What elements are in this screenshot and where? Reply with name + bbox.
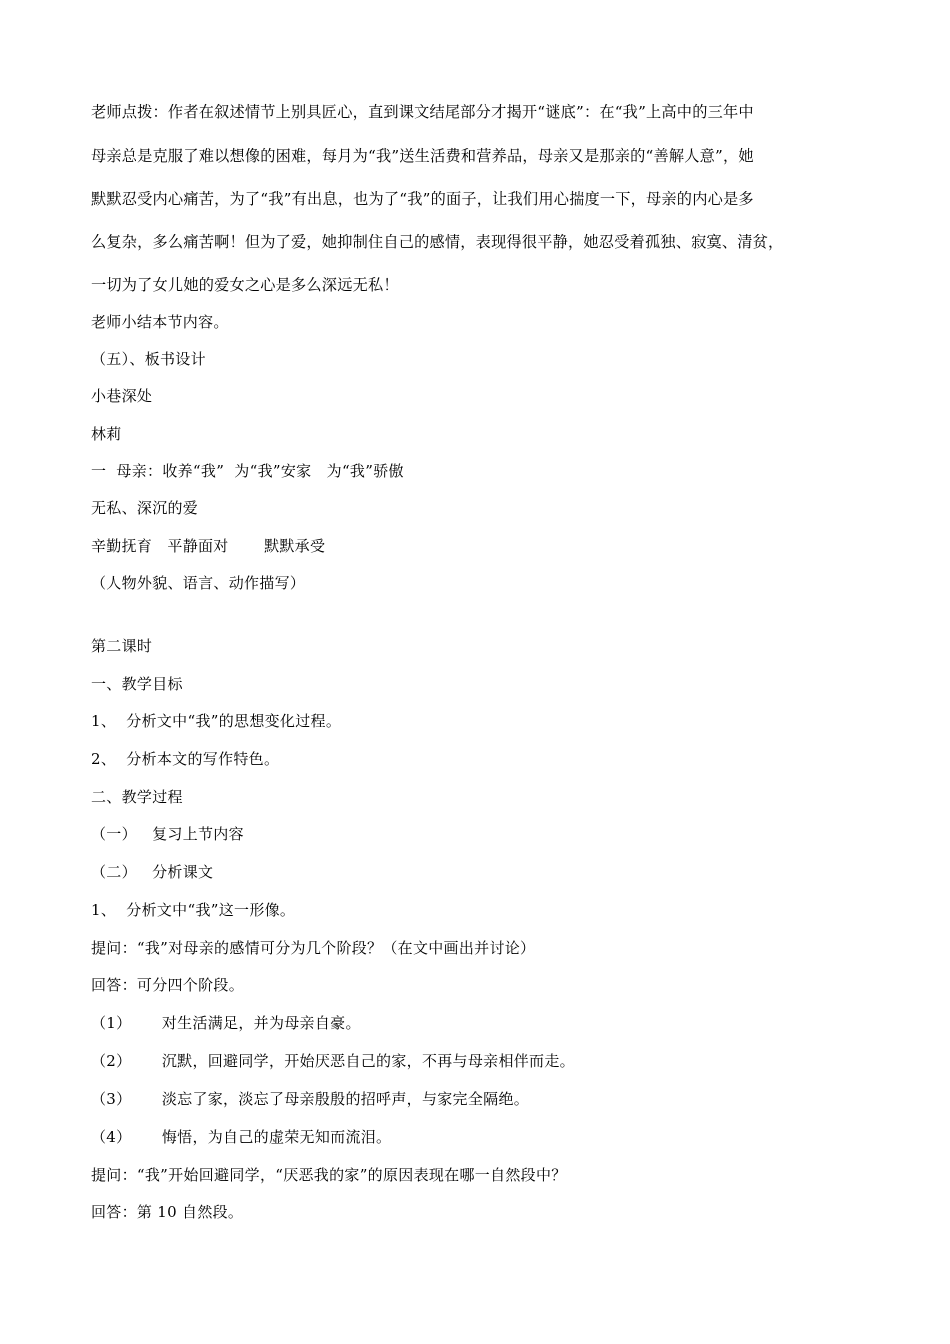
stage-item: （2） 沉默，回避同学，开始厌恶自己的家，不再与母亲相伴而走。 [91,1052,575,1070]
board-design-heading: （五）、板书设计 [91,350,206,368]
lesson-two-title: 第二课时 [91,637,153,655]
answer-line: 回答：第 10 自然段。 [91,1203,244,1221]
analysis-item: 1、 分析文中“我”这一形像。 [91,901,296,919]
goal-item: 1、 分析文中“我”的思想变化过程。 [91,712,342,730]
board-line: 一 母亲：收养“我” 为“我”安家 为“我”骄傲 [91,462,404,480]
paragraph-line: 默默忍受内心痛苦，为了“我”有出息，也为了“我”的面子，让我们用心揣度一下，母亲的内心是多 [91,190,754,208]
board-line: 无私、深沉的爱 [91,499,199,517]
question-line: 提问：“我”对母亲的感情可分为几个阶段？（在文中画出并讨论） [91,939,536,957]
stage-item: （1） 对生活满足，并为母亲自豪。 [91,1014,361,1032]
process-heading: 二、教学过程 [91,788,183,806]
paragraph-line: 老师点拨：作者在叙述情节上别具匠心，直到课文结尾部分才揭开“谜底”：在“我”上高中的三年中 [91,103,754,121]
paragraph-line: 一切为了女儿她的爱女之心是多么深远无私！ [91,276,399,294]
board-line: 辛勤抚育 平静面对 默默承受 [91,537,326,555]
summary-line: 老师小结本节内容。 [91,313,229,331]
board-line: （人物外貌、语言、动作描写） [91,574,306,592]
process-step: （一） 复习上节内容 [91,825,244,843]
paragraph-line: 么复杂，多么痛苦啊！但为了爱，她抑制住自己的感情，表现得很平静，她忍受着孤独、寂寞、清贫， [91,233,784,251]
process-step: （二） 分析课文 [91,863,214,881]
board-author: 林莉 [91,425,122,443]
stage-item: （4） 悔悟，为自己的虚荣无知而流泪。 [91,1128,392,1146]
paragraph-line: 母亲总是克服了难以想像的困难，每月为“我”送生活费和营养品，母亲又是那亲的“善解人意”，她 [91,147,754,165]
goals-heading: 一、教学目标 [91,675,183,693]
goal-item: 2、 分析本文的写作特色。 [91,750,280,768]
question-line: 提问：“我”开始回避同学，“厌恶我的家”的原因表现在哪一自然段中？ [91,1166,567,1184]
board-title: 小巷深处 [91,387,153,405]
answer-line: 回答：可分四个阶段。 [91,976,245,994]
stage-item: （3） 淡忘了家，淡忘了母亲殷殷的招呼声，与家完全隔绝。 [91,1090,530,1108]
